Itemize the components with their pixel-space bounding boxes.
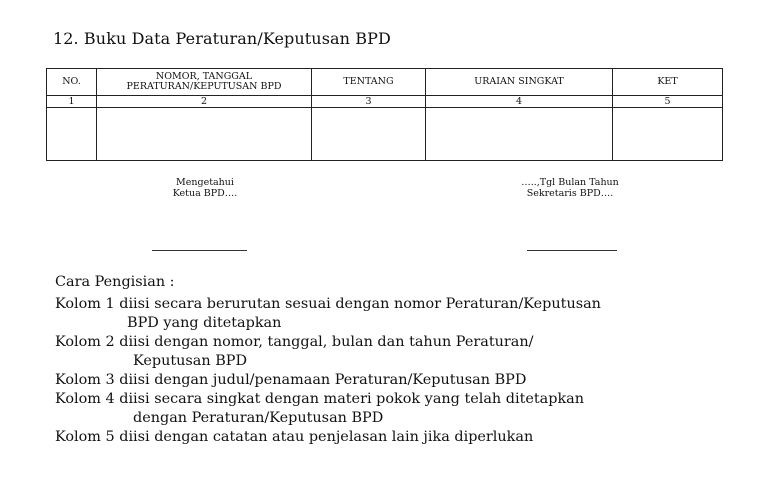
- data-table: [46, 68, 723, 161]
- signature-right-line2: Sekretaris BPD….: [526, 188, 614, 199]
- empty-cell: [47, 108, 97, 161]
- empty-data-row: [47, 108, 723, 161]
- instruction-line: Kolom 4 diisi secara singkat dengan materi pokok yang telah ditetapkan: [55, 391, 585, 407]
- signature-block-right: [505, 177, 635, 199]
- instruction-line: Kolom 2 diisi dengan nomor, tanggal, bulan dan tahun Peraturan/: [55, 334, 534, 350]
- empty-cell: [312, 108, 426, 161]
- signature-block-left: [150, 177, 260, 199]
- empty-cell: [426, 108, 613, 161]
- empty-cell: [97, 108, 312, 161]
- empty-cell: [613, 108, 723, 161]
- signature-line-right: [527, 250, 617, 251]
- header-nomor-line1: NOMOR, TANGGAL: [155, 71, 253, 82]
- instruction-continuation: dengan Peraturan/Keputusan BPD: [133, 410, 384, 426]
- instructions-heading: Cara Pengisian :: [55, 274, 175, 290]
- table-header-row: [47, 69, 723, 96]
- document-title: 12. Buku Data Peraturan/Keputusan BPD: [53, 29, 391, 48]
- column-number: 1: [47, 96, 97, 108]
- instruction-line: Kolom 5 diisi dengan catatan atau penjelasan lain jika diperlukan: [55, 429, 534, 445]
- instruction-line: Kolom 1 diisi secara berurutan sesuai dengan nomor Peraturan/Keputusan: [55, 296, 601, 312]
- header-no: NO.: [47, 69, 97, 96]
- signature-right-line1: …..,Tgl Bulan Tahun: [521, 177, 619, 188]
- signature-left-line1: Mengetahui: [176, 177, 234, 188]
- signature-left-line2: Ketua BPD….: [172, 188, 238, 199]
- instructions: [55, 273, 601, 447]
- column-number: 2: [97, 96, 312, 108]
- header-nomor-line2: PERATURAN/KEPUTUSAN BPD: [126, 81, 282, 92]
- column-number: 4: [426, 96, 613, 108]
- header-tentang: TENTANG: [312, 69, 426, 96]
- instruction-continuation: BPD yang ditetapkan: [127, 315, 282, 331]
- column-number-row: [47, 96, 723, 108]
- signature-line-left: [152, 250, 247, 251]
- header-ket: KET: [613, 69, 723, 96]
- instruction-continuation: Keputusan BPD: [133, 353, 248, 369]
- column-number: 5: [613, 96, 723, 108]
- header-nomor-tanggal: [97, 69, 312, 96]
- column-number: 3: [312, 96, 426, 108]
- instruction-line: Kolom 3 diisi dengan judul/penamaan Peraturan/Keputusan BPD: [55, 372, 527, 388]
- header-uraian-singkat: URAIAN SINGKAT: [426, 69, 613, 96]
